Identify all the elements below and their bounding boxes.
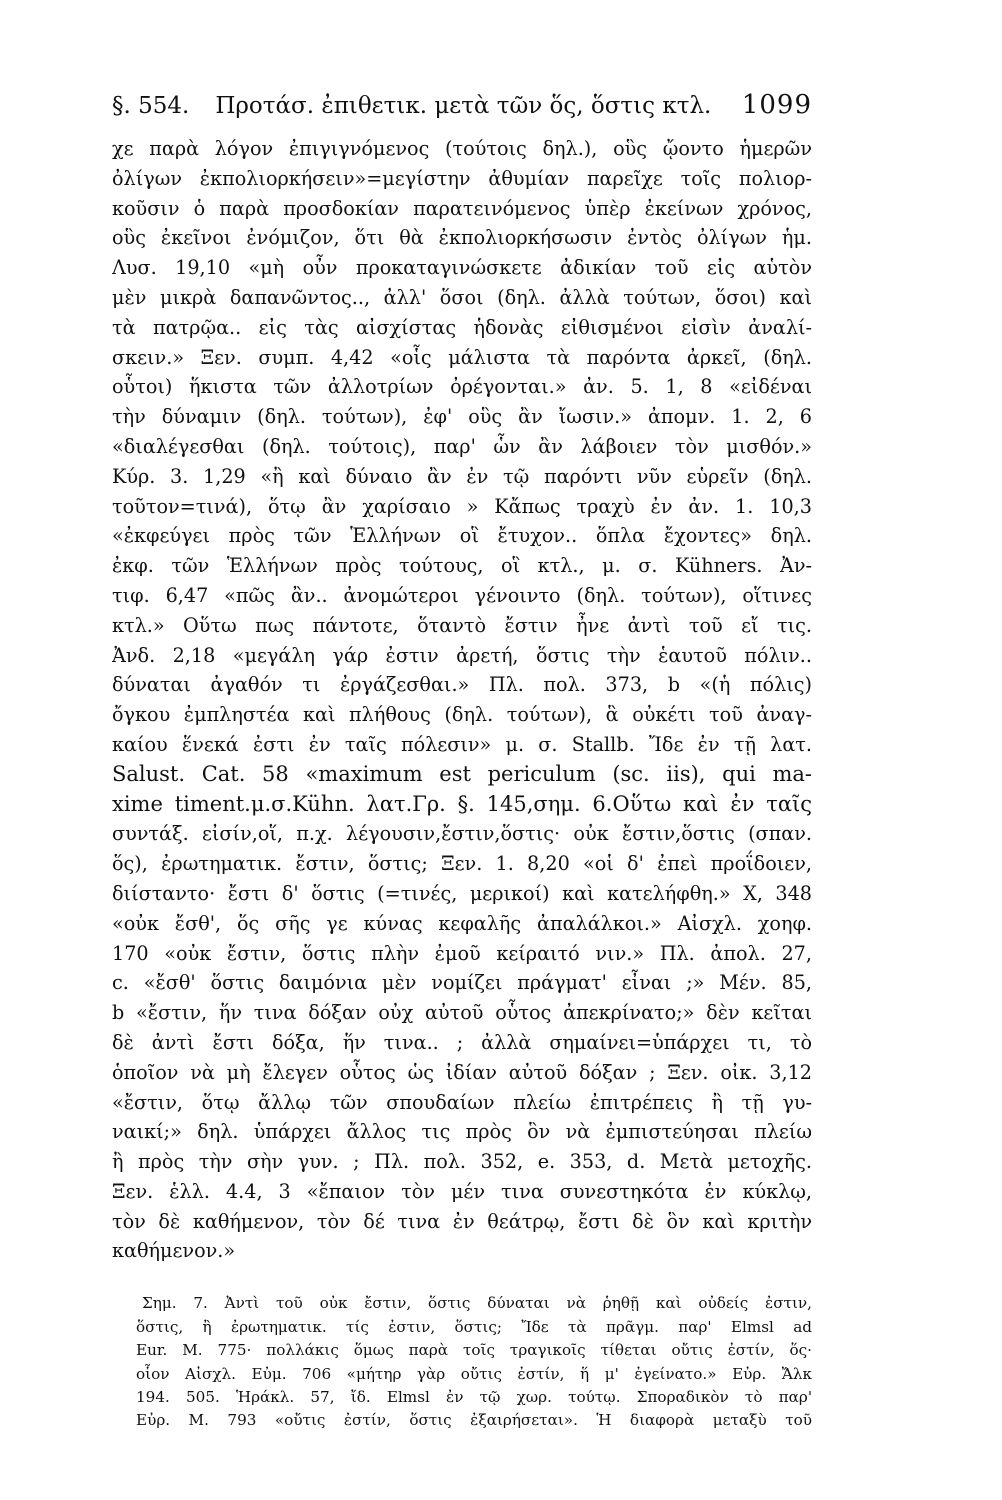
text-line: σκειν.» Ξεν. συμπ. 4,42 «οἷς μάλιστα τὰ παρόντα ἀρκεῖ, (δηλ.: [112, 345, 812, 369]
text-line: καίου ἕνεκά ἐστι ἐν ταῖς πόλεσιν» μ. σ. Stallb. Ἴδε ἐν τῇ λατ.: [112, 732, 812, 756]
text-line: Salust. Cat. 58 «maximum est periculum (sc. iis), qui ma-: [112, 761, 812, 786]
text-line: καθήμενον.»: [112, 1239, 236, 1263]
text-line: ὄγκου ἐμπληστέα καὶ πλήθους (δηλ. τούτων), ἃ οὐκέτι τοῦ ἀναγ-: [112, 703, 812, 727]
text-line: τὰ πατρῷα.. εἰς τὰς αἰσχίστας ἡδονὰς εἰθισμένοι εἰσὶν ἀναλί-: [112, 315, 812, 339]
text-line: «οὐκ ἔσθ', ὅς σῆς γε κύνας κεφαλῆς ἀπαλάλκοι.» Αἰσχλ. χοηφ.: [112, 911, 812, 935]
text-line: ἐκφ. τῶν Ἑλλήνων πρὸς τούτους, οἳ κτλ., μ. σ. Kühners. Ἀν-: [112, 554, 812, 578]
text-line: τὸν δὲ καθήμενον, τὸν δέ τινα ἐν θεάτρῳ, ἔστι δὲ ὃν καὶ κριτὴν: [112, 1209, 812, 1233]
main-text-block: [112, 134, 812, 1266]
text-line: 170 «οὐκ ἔστιν, ὅστις πλὴν ἐμοῦ κείραιτό νιν.» Πλ. ἀπολ. 27,: [112, 941, 812, 965]
text-line: μὲν μικρὰ δαπανῶντος.., ἀλλ' ὅσοι (δηλ. ἀλλὰ τούτων, ὅσοι) καὶ: [112, 285, 812, 309]
text-line: τοῦτον=τινά), ὅτῳ ἂν χαρίσαιο » Κἄπως τραχὺ ἐν ἀν. 1. 10,3: [112, 494, 812, 518]
header-title: Προτάσ. ἐπιθετικ. μετὰ τῶν ὅς, ὅστις κτλ.: [215, 93, 712, 119]
text-line: Κύρ. 3. 1,29 «ἢ καὶ δύναιο ἂν ἐν τῷ παρόντι νῦν εὑρεῖν (δηλ.: [112, 464, 812, 488]
note-line: ὅστις, ἢ ἐρωτηματικ. τίς ἐστιν, ὅστις; Ἴδε τὰ πρᾶγμ. παρ' Elmsl ad: [136, 1317, 812, 1336]
text-line: «διαλέγεσθαι (δηλ. τούτοις), παρ' ὧν ἂν λάβοιεν τὸν μισθόν.»: [112, 434, 812, 458]
text-line: xime timent.μ.σ.Kühn. λατ.Γρ. §. 145,σημ. 6.Οὕτω καὶ ἐν ταῖς: [112, 791, 812, 816]
page-number: 1099: [741, 90, 812, 120]
text-line: δύναται ἀγαθόν τι ἐργάζεσθαι.» Πλ. πολ. 373, b «(ἡ πόλις): [112, 673, 812, 697]
section-number: §. 554.: [112, 93, 190, 119]
running-header: [112, 90, 812, 120]
text-line: οὗτοι) ἥκιστα τῶν ἀλλοτρίων ὀρέγονται.» ἀν. 5. 1, 8 «εἰδέναι: [112, 375, 812, 399]
note-line: Εὐρ. Μ. 793 «οὔτις ἐστίν, ὅστις ἐξαιρήσεται». Ἡ διαφορὰ μεταξὺ τοῦ: [136, 1411, 812, 1430]
note-line: Σημ. 7. Ἀντὶ τοῦ οὐκ ἔστιν, ὅστις δύναται νὰ ῥηθῇ καὶ οὐδείς ἐστιν,: [142, 1294, 812, 1313]
text-line: Λυσ. 19,10 «μὴ οὖν προκαταγινώσκετε ἀδικίαν τοῦ εἰς αὑτὸν: [112, 256, 812, 280]
text-line: διίσταντο· ἔστι δ' ὅστις (=τινές, μερικοί) καὶ κατελήφθη.» Χ, 348: [112, 881, 812, 905]
text-line: ἢ πρὸς τὴν σὴν γυν. ; Πλ. πολ. 352, e. 353, d. Μετὰ μετοχῆς.: [112, 1150, 812, 1174]
text-line: χε παρὰ λόγον ἐπιγιγνόμενος (τούτοις δηλ.), οὓς ᾤοντο ἡμερῶν: [112, 137, 812, 160]
text-line: «ἐκφεύγει πρὸς τῶν Ἑλλήνων οἳ ἔτυχον.. ὅπλα ἔχοντες» δηλ.: [112, 524, 812, 548]
text-line: b «ἔστιν, ἥν τινα δόξαν οὐχ αὐτοῦ οὗτος ἀπεκρίνατο;» δὲν κεῖται: [112, 1001, 812, 1025]
note-line: οἷον Αἰσχλ. Εὐμ. 706 «μήτηρ γὰρ οὔτις ἐστίν, ἥ μ' ἐγείνατο.» Εὐρ. Ἄλκ: [136, 1364, 812, 1383]
text-line: Ἀνδ. 2,18 «μεγάλη γάρ ἐστιν ἀρετή, ὅστις τὴν ἑαυτοῦ πόλιν..: [112, 643, 812, 667]
text-line: κοῦσιν ὁ παρὰ προσδοκίαν παρατεινόμενος ὑπὲρ ἐκείνων χρόνος,: [112, 196, 812, 220]
header-left: [112, 93, 711, 119]
text-line: c. «ἔσθ' ὅστις δαιμόνια μὲν νομίζει πράγματ' εἶναι ;» Μέν. 85,: [112, 971, 812, 995]
text-line: τιφ. 6,47 «πῶς ἂν.. ἀνομώτεροι γένοιντο (δηλ. τούτων), οἵτινες: [112, 583, 812, 607]
text-line: ὁποῖον νὰ μὴ ἔλεγεν οὗτος ὡς ἰδίαν αὐτοῦ δόξαν ; Ξεν. οἰκ. 3,12: [112, 1060, 812, 1084]
text-line: «ἔστιν, ὅτῳ ἄλλῳ τῶν σπουδαίων πλείω ἐπιτρέπεις ἢ τῇ γυ-: [112, 1090, 812, 1114]
text-line: ὅς), ἐρωτηματικ. ἔστιν, ὅστις; Ξεν. 1. 8,20 «οἱ δ' ἐπεὶ προΐδοιεν,: [112, 852, 812, 876]
text-line: Ξεν. ἑλλ. 4.4, 3 «ἔπαιον τὸν μέν τινα συνεστηκότα ἐν κύκλῳ,: [112, 1179, 812, 1203]
footnote-block: [112, 1292, 812, 1432]
book-page: [112, 90, 812, 1433]
text-line: τὴν δύναμιν (δηλ. τούτων), ἐφ' οὓς ἂν ἴωσιν.» ἀπομν. 1. 2, 6: [112, 405, 812, 429]
note-line: 194. 505. Ἡράκλ. 57, ἴδ. Elmsl ἐν τῷ χωρ. τούτῳ. Σποραδικὸν τὸ παρ': [136, 1387, 812, 1406]
text-line: δὲ ἀντὶ ἔστι δόξα, ἥν τινα.. ; ἀλλὰ σημαίνει=ὑπάρχει τι, τὸ: [112, 1030, 812, 1054]
note-line: Eur. M. 775· πολλάκις ὅμως παρὰ τοῖς τραγικοῖς τίθεται οὔτις ἐστίν, ὅς·: [136, 1341, 812, 1360]
text-line: κτλ.» Οὕτω πως πάντοτε, ὅταντὸ ἔστιν ἦνε ἀντὶ τοῦ εἴ τις.: [112, 613, 812, 637]
text-line: ὀλίγων ἐκπολιορκήσειν»=μεγίστην ἀθυμίαν παρεῖχε τοῖς πολιορ-: [112, 166, 812, 190]
text-line: οὓς ἐκεῖνοι ἐνόμιζον, ὅτι θὰ ἐκπολιορκήσωσιν ἐντὸς ὀλίγων ἡμ.: [112, 226, 812, 250]
text-line: συντάξ. εἰσίν,οἵ, π.χ. λέγουσιν,ἔστιν,ὅστις· οὐκ ἔστιν,ὅστις (σπαν.: [112, 822, 812, 846]
text-line: ναικί;» δηλ. ὑπάρχει ἄλλος τις πρὸς ὃν νὰ ἐμπιστεύησαι πλείω: [112, 1120, 812, 1144]
